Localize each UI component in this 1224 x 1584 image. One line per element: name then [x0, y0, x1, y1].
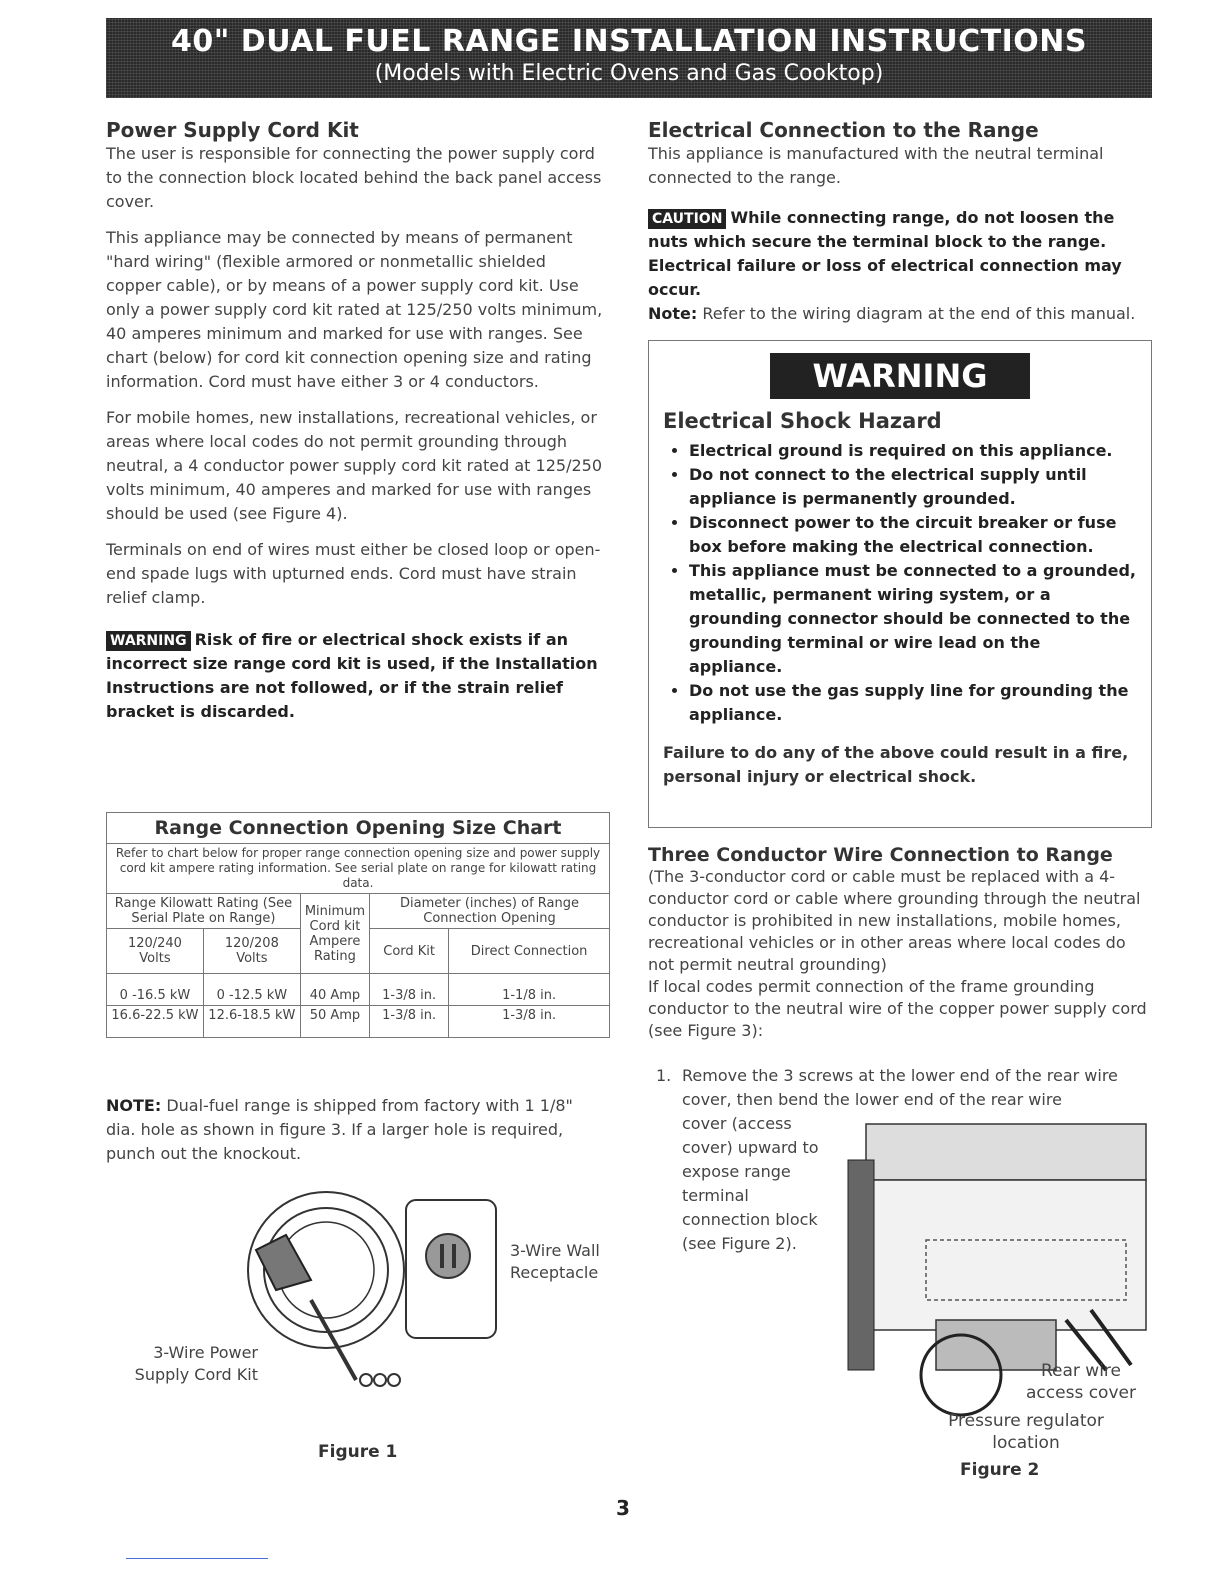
- figure-1: [106, 1180, 610, 1480]
- cord-warning-text: Risk of fire or electrical shock exists if an incorrect size range cord kit is used, if the Installation Instructions are not followed, or if the strain relief bracket is discarded.: [106, 630, 598, 721]
- pressure-regulator-label: Pressure regulator location: [948, 1411, 1104, 1453]
- warning-banner: WARNING: [770, 353, 1030, 399]
- note-text: Dual-fuel range is shipped from factory with 1 1/8" dia. hole as shown in figure 3. If a larger hole is required, punch out the knockout.: [106, 1096, 573, 1163]
- electrical-connection-heading: Electrical Connection to the Range: [648, 118, 1039, 142]
- power-cord-heading: Power Supply Cord Kit: [106, 118, 359, 142]
- list-item: • Electrical ground is required on this appliance.: [689, 439, 1137, 463]
- chart-header-240: 120/240 Volts: [107, 929, 204, 974]
- failure-text: Failure to do any of the above could result in a fire, personal injury or electrical shock.: [663, 743, 1129, 786]
- frame-ground-paragraph: If local codes permit connection of the frame grounding conductor to the neutral wire of the copper power supply cord (see Figure 3):: [648, 977, 1147, 1040]
- chart-header-amp: Minimum Cord kit Ampere Rating: [300, 894, 369, 974]
- left-paragraph-1: The user is responsible for connecting the power supply cord to the connection block located behind the back panel access cover.: [106, 144, 602, 211]
- rear-cover-label: Rear wire access cover: [1026, 1361, 1136, 1403]
- figure-2-caption: Figure 2: [960, 1460, 1040, 1480]
- knockout-note: [106, 1094, 586, 1178]
- list-item: • Do not use the gas supply line for grounding the appliance.: [689, 679, 1137, 727]
- three-conductor-paragraph: (The 3-conductor cord or cable must be replaced with a 4-conductor cord or cable where grounding through the neutral conductor is prohibited in new installations, mobile homes, recreational vehicles or in other areas where local codes do not permit neutral grounding): [648, 867, 1141, 974]
- table-cell: 50 Amp: [300, 1006, 369, 1038]
- chart-header-dia: Diameter (inches) of Range Connection Opening: [370, 894, 610, 929]
- caution-block: [648, 206, 1152, 302]
- connection-chart: [106, 812, 610, 1038]
- footer-rule: [126, 1558, 268, 1559]
- table-cell: 1-3/8 in.: [370, 1006, 449, 1038]
- title-banner: [106, 18, 1152, 98]
- table-cell: 0 -12.5 kW: [203, 974, 300, 1006]
- table-cell: 12.6-18.5 kW: [203, 1006, 300, 1038]
- right-paragraph-1: This appliance is manufactured with the neutral terminal connected to the range.: [648, 144, 1104, 187]
- chart-header-208: 120/208 Volts: [203, 929, 300, 974]
- list-item: • Disconnect power to the circuit breaker or fuse box before making the electrical connection.: [689, 511, 1137, 559]
- table-row: [107, 1006, 610, 1038]
- table-cell: 0 -16.5 kW: [107, 974, 204, 1006]
- figure-2: [836, 1120, 1152, 1490]
- page-number: 3: [616, 1496, 630, 1520]
- left-paragraph-3: For mobile homes, new installations, recreational vehicles, or areas where local codes do not permit grounding through neutral, a 4 conductor power supply cord kit rated at 125/250 volts minimum, 40 amperes and marked for use with ranges should be used (see Figure 4).: [106, 408, 602, 523]
- chart-title: Range Connection Opening Size Chart: [107, 813, 610, 844]
- chart-header-direct: Direct Connection: [449, 929, 610, 974]
- figure-1-caption: Figure 1: [318, 1442, 398, 1462]
- warning-tag: WARNING: [106, 631, 191, 651]
- step-number: 1.: [656, 1066, 672, 1085]
- left-paragraph-4: Terminals on end of wires must either be closed loop or open-end spade lugs with upturned ends. Cord must have strain relief clamp.: [106, 540, 601, 607]
- table-cell: 16.6-22.5 kW: [107, 1006, 204, 1038]
- table-cell: 1-3/8 in.: [370, 974, 449, 1006]
- list-item: • This appliance must be connected to a grounded, metallic, permanent wiring system, or a grounding connector should be connected to the grounding terminal or wire lead on the appliance.: [689, 559, 1137, 679]
- step-1-continued: cover (access cover) upward to expose range terminal connection block (see Figure 2).: [682, 1114, 819, 1253]
- cord-warning: [106, 628, 606, 724]
- table-cell: 1-3/8 in.: [449, 1006, 610, 1038]
- hazard-list: [663, 439, 1137, 727]
- three-conductor-section: [648, 844, 1152, 1054]
- hazard-title: Electrical Shock Hazard: [663, 409, 942, 433]
- note-label: NOTE:: [106, 1096, 162, 1115]
- page-title: 40" DUAL FUEL RANGE INSTALLATION INSTRUCTIONS: [170, 24, 1088, 59]
- note-text-right: Refer to the wiring diagram at the end of this manual.: [702, 304, 1136, 323]
- table-cell: 1-1/8 in.: [449, 974, 610, 1006]
- step-1-text: Remove the 3 screws at the lower end of the rear wire cover, then bend the lower end of the rear wire: [682, 1066, 1118, 1109]
- caution-tag: CAUTION: [648, 209, 726, 229]
- chart-header-kw: Range Kilowatt Rating (See Serial Plate on Range): [107, 894, 301, 929]
- shock-hazard-box: [648, 340, 1152, 828]
- list-item: • Do not connect to the electrical supply until appliance is permanently grounded.: [689, 463, 1137, 511]
- chart-intro: Refer to chart below for proper range connection opening size and power supply cord kit ampere rating information. See serial plate on range for kilowatt rating data.: [107, 844, 610, 894]
- caution-text: While connecting range, do not loosen the nuts which secure the terminal block to the range. Electrical failure or loss of electrical connection may occur.: [648, 208, 1122, 299]
- chart-header-cord: Cord Kit: [370, 929, 449, 974]
- table-row: [107, 974, 610, 1006]
- note-label-right: Note:: [648, 304, 698, 323]
- page-subtitle: (Models with Electric Ovens and Gas Cooktop): [374, 61, 884, 86]
- wall-receptacle-label: 3-Wire Wall Receptacle: [510, 1241, 600, 1282]
- table-cell: 40 Amp: [300, 974, 369, 1006]
- wall-receptacle-illustration: [402, 1194, 502, 1344]
- right-column: [648, 118, 1152, 338]
- left-column: [106, 118, 606, 724]
- left-paragraph-2: This appliance may be connected by means of permanent "hard wiring" (flexible armored or nonmetallic shielded copper cable), or by means of a power supply cord kit. Use only a power supply cord kit rated at 125/250 volts minimum, 40 amperes minimum and marked for use with ranges. See chart (below) for cord kit connection opening size and rating information. Cord must have either 3 or 4 conductors.: [106, 228, 603, 391]
- three-conductor-heading: Three Conductor Wire Connection to Range: [648, 844, 1113, 866]
- cord-kit-label: 3-Wire Power Supply Cord Kit: [134, 1343, 258, 1384]
- chart-table: [106, 812, 610, 1038]
